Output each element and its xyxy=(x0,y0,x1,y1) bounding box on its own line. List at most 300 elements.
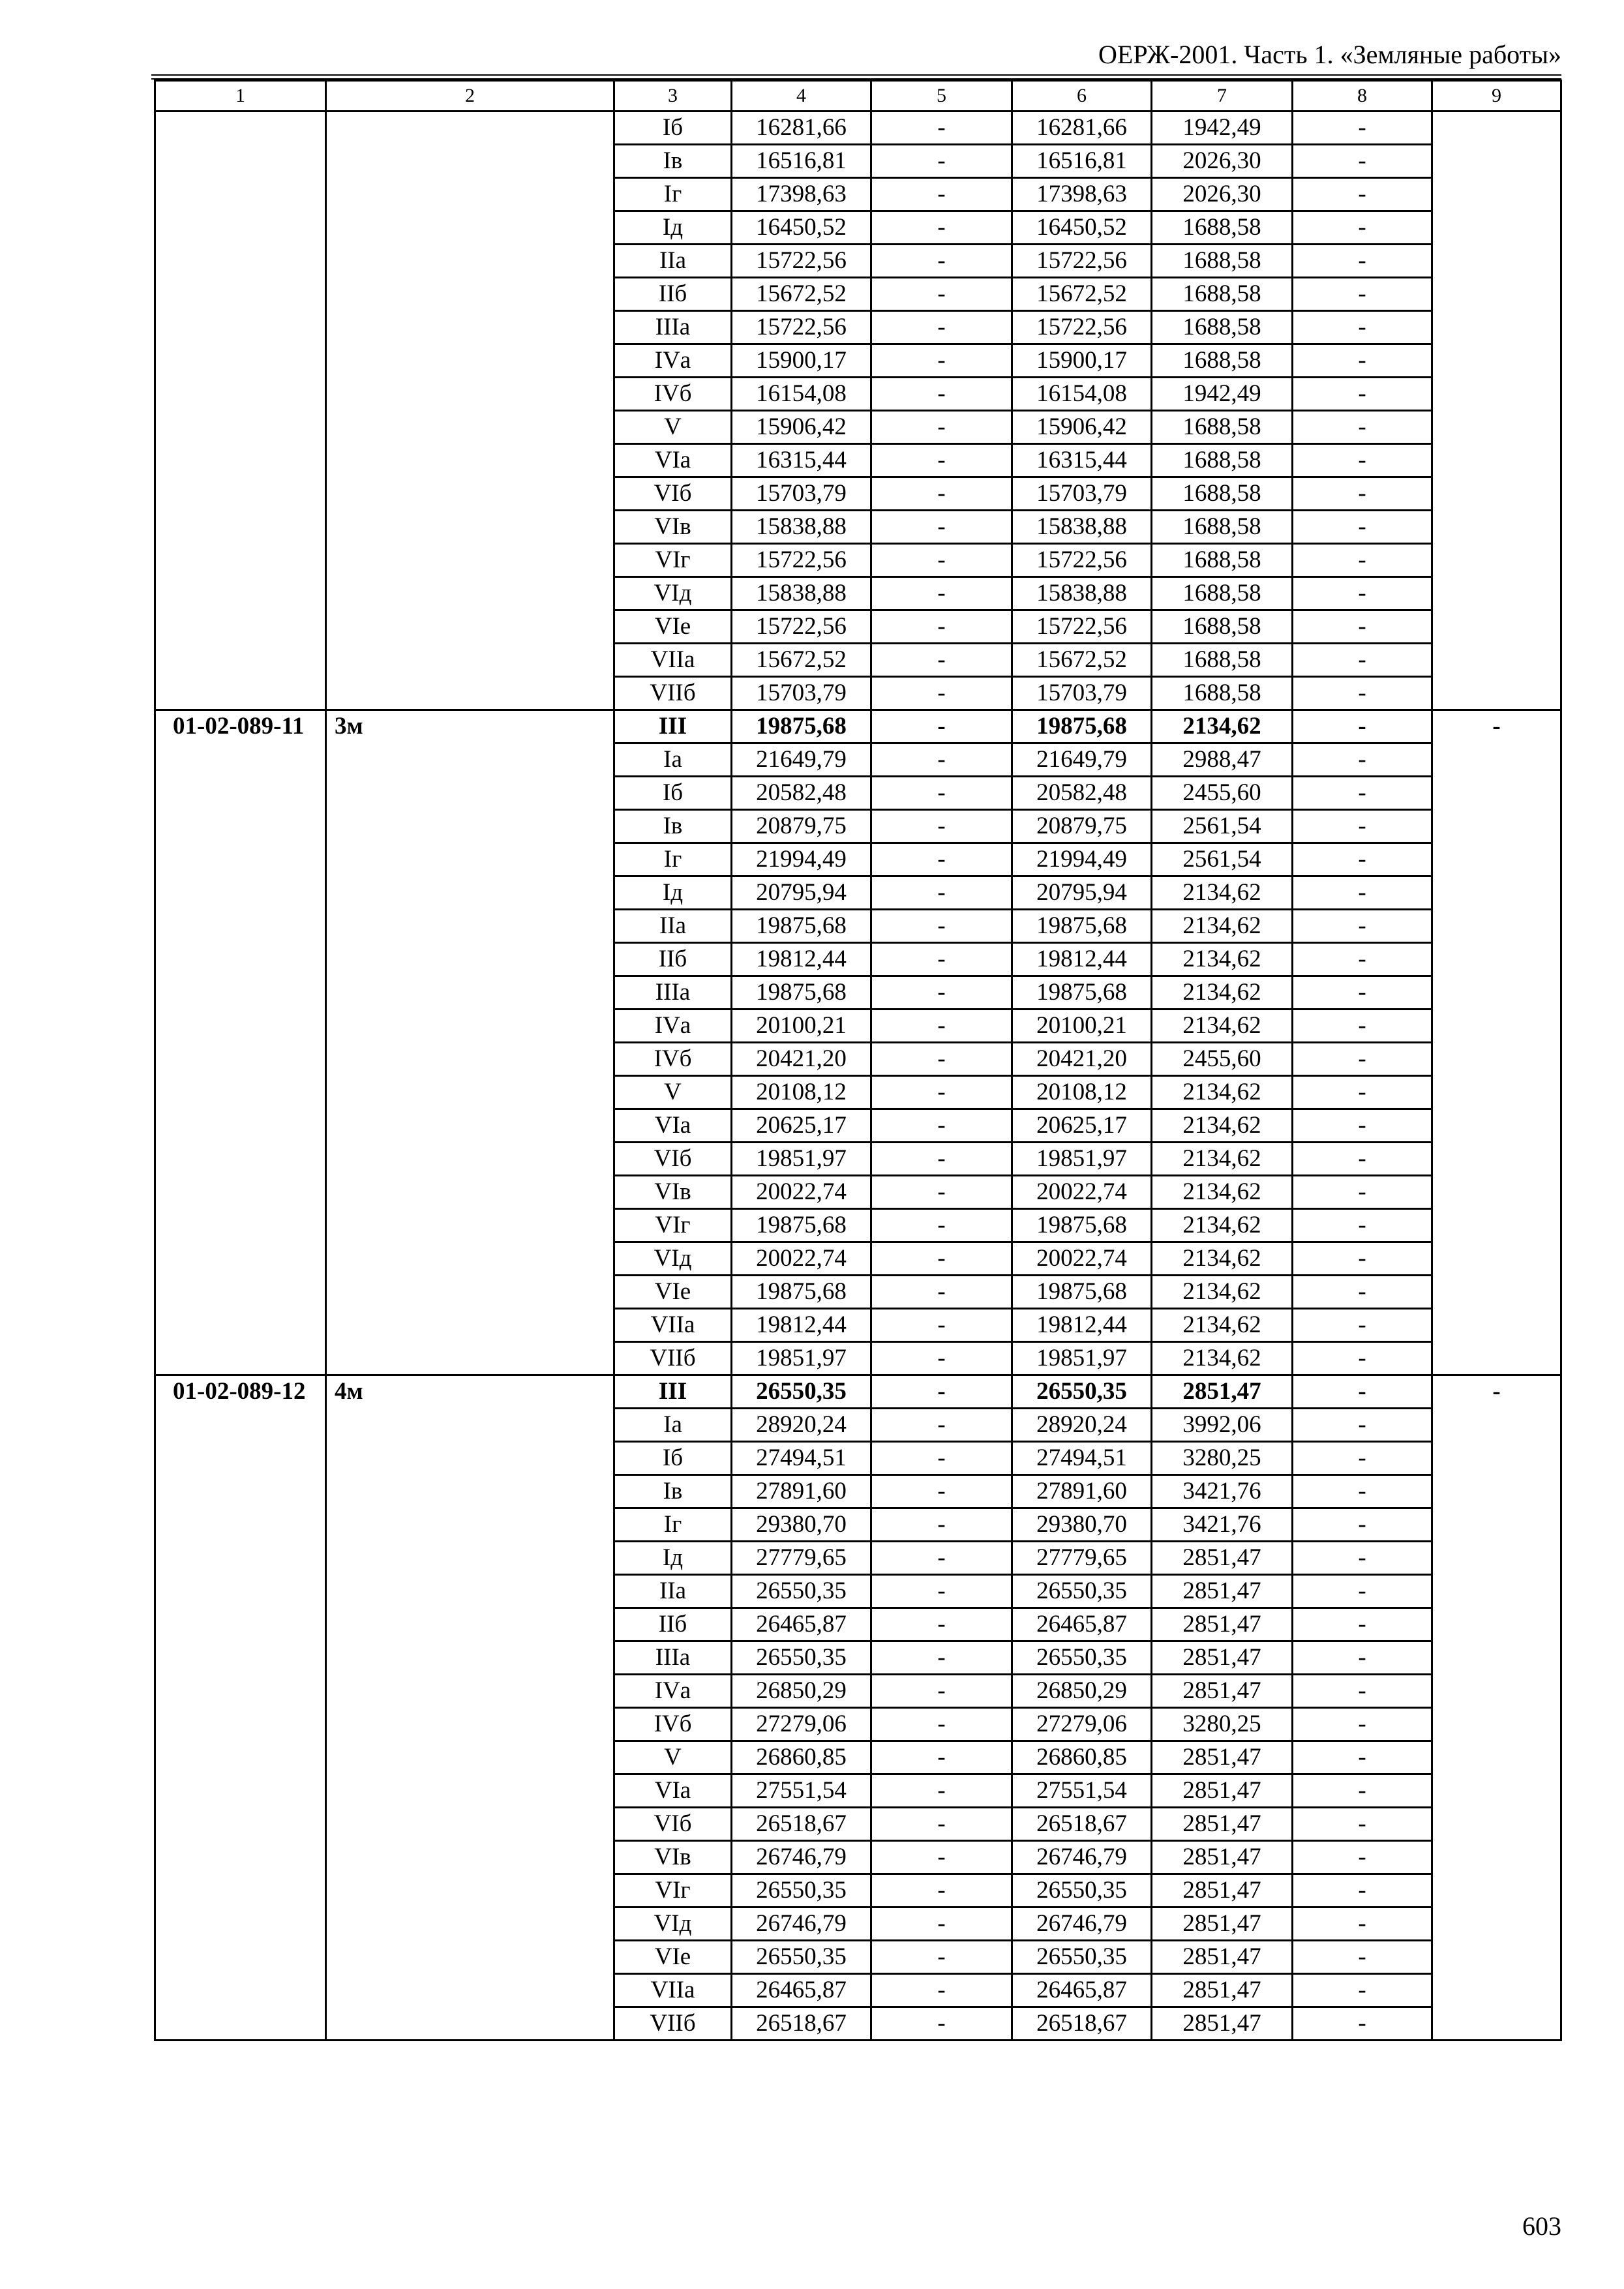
zone-cell: VIа xyxy=(614,444,732,477)
col5-cell: - xyxy=(871,1608,1012,1641)
total-cell: 26518,67 xyxy=(1012,2007,1152,2041)
col5-cell: - xyxy=(871,943,1012,976)
col5-cell: - xyxy=(871,1575,1012,1608)
base-price-cell: 20625,17 xyxy=(732,1109,871,1143)
page-number: 603 xyxy=(1522,2211,1561,2241)
wage-cell: 1688,58 xyxy=(1152,344,1293,378)
col5-cell: - xyxy=(871,278,1012,311)
unit-cell: 4м xyxy=(326,1375,614,2041)
col5-cell: - xyxy=(871,1276,1012,1309)
zone-cell: VIIа xyxy=(614,644,732,677)
zone-cell: VIе xyxy=(614,610,732,644)
col8-cell: - xyxy=(1293,1741,1432,1774)
wage-cell: 3280,25 xyxy=(1152,1708,1293,1741)
zone-cell: IIб xyxy=(614,943,732,976)
col5-cell: - xyxy=(871,1176,1012,1209)
wage-cell: 2134,62 xyxy=(1152,876,1293,910)
wage-cell: 2455,60 xyxy=(1152,777,1293,810)
col5-cell: - xyxy=(871,710,1012,743)
col5-cell: - xyxy=(871,411,1012,444)
wage-cell: 2851,47 xyxy=(1152,1841,1293,1874)
col5-cell: - xyxy=(871,1741,1012,1774)
col8-cell: - xyxy=(1293,910,1432,943)
zone-cell: VIд xyxy=(614,577,732,610)
total-cell: 26550,35 xyxy=(1012,1575,1152,1608)
col8-cell: - xyxy=(1293,710,1432,743)
zone-cell: VIг xyxy=(614,1874,732,1908)
total-cell: 20022,74 xyxy=(1012,1242,1152,1276)
col5-cell: - xyxy=(871,1874,1012,1908)
base-price-cell: 16154,08 xyxy=(732,378,871,411)
zone-cell: IVа xyxy=(614,1675,732,1708)
zone-cell: IIа xyxy=(614,245,732,278)
col8-cell: - xyxy=(1293,677,1432,710)
total-cell: 26550,35 xyxy=(1012,1641,1152,1675)
wage-cell: 1688,58 xyxy=(1152,311,1293,344)
base-price-cell: 19851,97 xyxy=(732,1143,871,1176)
col8-cell: - xyxy=(1293,511,1432,544)
total-cell: 15703,79 xyxy=(1012,677,1152,710)
col5-cell: - xyxy=(871,178,1012,211)
col8-cell: - xyxy=(1293,1774,1432,1808)
col5-cell: - xyxy=(871,1143,1012,1176)
col5-cell: - xyxy=(871,245,1012,278)
col8-cell: - xyxy=(1293,1941,1432,1974)
base-price-cell: 26550,35 xyxy=(732,1575,871,1608)
col8-cell: - xyxy=(1293,1309,1432,1342)
total-cell: 26465,87 xyxy=(1012,1974,1152,2007)
total-cell: 19875,68 xyxy=(1012,1276,1152,1309)
wage-cell: 2026,30 xyxy=(1152,178,1293,211)
base-price-cell: 26518,67 xyxy=(732,1808,871,1841)
col5-cell: - xyxy=(871,1675,1012,1708)
col5-cell: - xyxy=(871,1209,1012,1242)
total-cell: 20022,74 xyxy=(1012,1176,1152,1209)
total-cell: 19875,68 xyxy=(1012,1209,1152,1242)
col8-cell: - xyxy=(1293,1841,1432,1874)
wage-cell: 2851,47 xyxy=(1152,1741,1293,1774)
base-price-cell: 15703,79 xyxy=(732,477,871,511)
wage-cell: 2851,47 xyxy=(1152,1542,1293,1575)
base-price-cell: 19812,44 xyxy=(732,943,871,976)
base-price-cell: 15672,52 xyxy=(732,644,871,677)
col5-cell: - xyxy=(871,211,1012,245)
base-price-cell: 15838,88 xyxy=(732,511,871,544)
base-price-cell: 29380,70 xyxy=(732,1508,871,1542)
zone-cell: VIб xyxy=(614,1808,732,1841)
col8-cell: - xyxy=(1293,145,1432,178)
col5-cell: - xyxy=(871,1109,1012,1143)
zone-cell: VIв xyxy=(614,1841,732,1874)
zone-cell: Iв xyxy=(614,1475,732,1508)
col8-cell: - xyxy=(1293,311,1432,344)
base-price-cell: 26465,87 xyxy=(732,1974,871,2007)
base-price-cell: 20879,75 xyxy=(732,810,871,843)
zone-cell: Iг xyxy=(614,843,732,876)
col5-cell: - xyxy=(871,1409,1012,1442)
total-cell: 26550,35 xyxy=(1012,1874,1152,1908)
col8-cell: - xyxy=(1293,1010,1432,1043)
zone-cell: Iд xyxy=(614,211,732,245)
base-price-cell: 16516,81 xyxy=(732,145,871,178)
zone-cell: VIIб xyxy=(614,677,732,710)
table-row xyxy=(155,112,1561,145)
total-cell: 15722,56 xyxy=(1012,245,1152,278)
total-cell: 27891,60 xyxy=(1012,1475,1152,1508)
total-cell: 19851,97 xyxy=(1012,1342,1152,1375)
zone-cell: VIб xyxy=(614,1143,732,1176)
base-price-cell: 28920,24 xyxy=(732,1409,871,1442)
wage-cell: 2134,62 xyxy=(1152,1209,1293,1242)
total-cell: 15672,52 xyxy=(1012,644,1152,677)
base-price-cell: 26550,35 xyxy=(732,1941,871,1974)
col8-cell: - xyxy=(1293,1143,1432,1176)
total-cell: 28920,24 xyxy=(1012,1409,1152,1442)
wage-cell: 2134,62 xyxy=(1152,1010,1293,1043)
zone-cell: V xyxy=(614,1741,732,1774)
price-table xyxy=(154,80,1562,2041)
col8-cell: - xyxy=(1293,1508,1432,1542)
col8-cell: - xyxy=(1293,1542,1432,1575)
total-cell: 26746,79 xyxy=(1012,1841,1152,1874)
col5-cell: - xyxy=(871,511,1012,544)
col5-cell: - xyxy=(871,544,1012,577)
col8-cell: - xyxy=(1293,1209,1432,1242)
wage-cell: 1688,58 xyxy=(1152,511,1293,544)
col5-cell: - xyxy=(871,1542,1012,1575)
wage-cell: 1688,58 xyxy=(1152,411,1293,444)
col8-cell: - xyxy=(1293,477,1432,511)
col5-cell: - xyxy=(871,311,1012,344)
col5-cell: - xyxy=(871,577,1012,610)
zone-cell: Iд xyxy=(614,1542,732,1575)
col8-cell: - xyxy=(1293,1641,1432,1675)
wage-cell: 2851,47 xyxy=(1152,1974,1293,2007)
total-cell: 19875,68 xyxy=(1012,710,1152,743)
zone-cell: VIIа xyxy=(614,1309,732,1342)
zone-cell: VIе xyxy=(614,1276,732,1309)
base-price-cell: 15900,17 xyxy=(732,344,871,378)
wage-cell: 2134,62 xyxy=(1152,976,1293,1010)
total-cell: 16315,44 xyxy=(1012,444,1152,477)
zone-cell: Iв xyxy=(614,810,732,843)
col5-cell: - xyxy=(871,876,1012,910)
zone-cell: IVб xyxy=(614,1708,732,1741)
base-price-cell: 19875,68 xyxy=(732,910,871,943)
wage-cell: 2134,62 xyxy=(1152,1242,1293,1276)
col8-cell: - xyxy=(1293,1708,1432,1741)
zone-cell: Iв xyxy=(614,145,732,178)
wage-cell: 1688,58 xyxy=(1152,644,1293,677)
column-number: 8 xyxy=(1293,81,1432,112)
wage-cell: 2134,62 xyxy=(1152,1176,1293,1209)
col8-cell: - xyxy=(1293,943,1432,976)
total-cell: 26465,87 xyxy=(1012,1608,1152,1641)
column-number: 9 xyxy=(1432,81,1561,112)
wage-cell: 2851,47 xyxy=(1152,1641,1293,1675)
total-cell: 16154,08 xyxy=(1012,378,1152,411)
col5-cell: - xyxy=(871,1841,1012,1874)
col8-cell: - xyxy=(1293,211,1432,245)
wage-cell: 2134,62 xyxy=(1152,1309,1293,1342)
col5-cell: - xyxy=(871,1808,1012,1841)
total-cell: 19851,97 xyxy=(1012,1143,1152,1176)
zone-cell: VIг xyxy=(614,1209,732,1242)
wage-cell: 3280,25 xyxy=(1152,1442,1293,1475)
base-price-cell: 27891,60 xyxy=(732,1475,871,1508)
col5-cell: - xyxy=(871,1442,1012,1475)
col8-cell: - xyxy=(1293,777,1432,810)
total-cell: 15672,52 xyxy=(1012,278,1152,311)
col8-cell: - xyxy=(1293,444,1432,477)
col8-cell: - xyxy=(1293,1109,1432,1143)
col5-cell: - xyxy=(871,843,1012,876)
column-number: 2 xyxy=(326,81,614,112)
wage-cell: 1688,58 xyxy=(1152,477,1293,511)
wage-cell: 2988,47 xyxy=(1152,743,1293,777)
base-price-cell: 15722,56 xyxy=(732,544,871,577)
base-price-cell: 20022,74 xyxy=(732,1242,871,1276)
col8-cell: - xyxy=(1293,610,1432,644)
base-price-cell: 27279,06 xyxy=(732,1708,871,1741)
wage-cell: 1688,58 xyxy=(1152,610,1293,644)
col5-cell: - xyxy=(871,1475,1012,1508)
col8-cell: - xyxy=(1293,2007,1432,2041)
wage-cell: 3421,76 xyxy=(1152,1508,1293,1542)
total-cell: 26860,85 xyxy=(1012,1741,1152,1774)
zone-cell: IIб xyxy=(614,1608,732,1641)
wage-cell: 2134,62 xyxy=(1152,710,1293,743)
base-price-cell: 19875,68 xyxy=(732,710,871,743)
base-price-cell: 26746,79 xyxy=(732,1908,871,1941)
wage-cell: 2851,47 xyxy=(1152,1375,1293,1409)
base-price-cell: 26518,67 xyxy=(732,2007,871,2041)
rate-code-cell: 01-02-089-11 xyxy=(155,710,326,1375)
col5-cell: - xyxy=(871,1908,1012,1941)
wage-cell: 1942,49 xyxy=(1152,112,1293,145)
zone-cell: VIIб xyxy=(614,2007,732,2041)
wage-cell: 2134,62 xyxy=(1152,1342,1293,1375)
zone-cell: V xyxy=(614,1076,732,1109)
col5-cell: - xyxy=(871,1974,1012,2007)
zone-cell: VIе xyxy=(614,1941,732,1974)
zone-cell: VIд xyxy=(614,1242,732,1276)
total-cell: 26550,35 xyxy=(1012,1375,1152,1409)
col8-cell: - xyxy=(1293,577,1432,610)
col5-cell: - xyxy=(871,1242,1012,1276)
column-number: 4 xyxy=(732,81,871,112)
zone-cell: VIIа xyxy=(614,1974,732,2007)
col8-cell: - xyxy=(1293,1874,1432,1908)
zone-cell: IIа xyxy=(614,910,732,943)
base-price-cell: 15722,56 xyxy=(732,610,871,644)
col5-cell: - xyxy=(871,777,1012,810)
base-price-cell: 26746,79 xyxy=(732,1841,871,1874)
wage-cell: 2134,62 xyxy=(1152,1076,1293,1109)
base-price-cell: 19851,97 xyxy=(732,1342,871,1375)
wage-cell: 2851,47 xyxy=(1152,1774,1293,1808)
rate-code-cell xyxy=(155,112,326,710)
total-cell: 19875,68 xyxy=(1012,910,1152,943)
col8-cell: - xyxy=(1293,112,1432,145)
unit-cell: 3м xyxy=(326,710,614,1375)
total-cell: 27494,51 xyxy=(1012,1442,1152,1475)
total-cell: 20625,17 xyxy=(1012,1109,1152,1143)
base-price-cell: 20795,94 xyxy=(732,876,871,910)
rate-code-cell: 01-02-089-12 xyxy=(155,1375,326,2041)
total-cell: 20100,21 xyxy=(1012,1010,1152,1043)
zone-cell: IIIа xyxy=(614,1641,732,1675)
col5-cell: - xyxy=(871,810,1012,843)
total-cell: 27279,06 xyxy=(1012,1708,1152,1741)
col8-cell: - xyxy=(1293,743,1432,777)
col5-cell: - xyxy=(871,610,1012,644)
total-cell: 29380,70 xyxy=(1012,1508,1152,1542)
base-price-cell: 26550,35 xyxy=(732,1641,871,1675)
col5-cell: - xyxy=(871,644,1012,677)
base-price-cell: 15838,88 xyxy=(732,577,871,610)
base-price-cell: 19812,44 xyxy=(732,1309,871,1342)
col9-cell: - xyxy=(1432,1375,1561,2041)
base-price-cell: 15703,79 xyxy=(732,677,871,710)
base-price-cell: 21649,79 xyxy=(732,743,871,777)
col5-cell: - xyxy=(871,1010,1012,1043)
col8-cell: - xyxy=(1293,1675,1432,1708)
col5-cell: - xyxy=(871,378,1012,411)
col5-cell: - xyxy=(871,1076,1012,1109)
total-cell: 15722,56 xyxy=(1012,610,1152,644)
wage-cell: 2455,60 xyxy=(1152,1043,1293,1076)
base-price-cell: 19875,68 xyxy=(732,1209,871,1242)
wage-cell: 3421,76 xyxy=(1152,1475,1293,1508)
total-cell: 27551,54 xyxy=(1012,1774,1152,1808)
zone-cell: III xyxy=(614,1375,732,1409)
column-number: 5 xyxy=(871,81,1012,112)
zone-cell: Iа xyxy=(614,743,732,777)
col5-cell: - xyxy=(871,743,1012,777)
col5-cell: - xyxy=(871,677,1012,710)
base-price-cell: 27551,54 xyxy=(732,1774,871,1808)
wage-cell: 2851,47 xyxy=(1152,1874,1293,1908)
wage-cell: 2561,54 xyxy=(1152,810,1293,843)
col5-cell: - xyxy=(871,1774,1012,1808)
total-cell: 21994,49 xyxy=(1012,843,1152,876)
wage-cell: 1688,58 xyxy=(1152,577,1293,610)
zone-cell: IVа xyxy=(614,1010,732,1043)
col5-cell: - xyxy=(871,2007,1012,2041)
wage-cell: 1688,58 xyxy=(1152,677,1293,710)
col5-cell: - xyxy=(871,976,1012,1010)
wage-cell: 2851,47 xyxy=(1152,2007,1293,2041)
wage-cell: 2851,47 xyxy=(1152,1908,1293,1941)
total-cell: 15703,79 xyxy=(1012,477,1152,511)
total-cell: 26518,67 xyxy=(1012,1808,1152,1841)
col8-cell: - xyxy=(1293,178,1432,211)
total-cell: 16450,52 xyxy=(1012,211,1152,245)
col8-cell: - xyxy=(1293,1176,1432,1209)
wage-cell: 2851,47 xyxy=(1152,1675,1293,1708)
wage-cell: 2851,47 xyxy=(1152,1608,1293,1641)
col8-cell: - xyxy=(1293,1608,1432,1641)
column-number: 1 xyxy=(155,81,326,112)
col5-cell: - xyxy=(871,1309,1012,1342)
column-number-row xyxy=(155,81,1561,112)
col8-cell: - xyxy=(1293,1375,1432,1409)
zone-cell: IIа xyxy=(614,1575,732,1608)
total-cell: 20421,20 xyxy=(1012,1043,1152,1076)
total-cell: 20795,94 xyxy=(1012,876,1152,910)
zone-cell: VIб xyxy=(614,477,732,511)
zone-cell: VIIб xyxy=(614,1342,732,1375)
wage-cell: 1688,58 xyxy=(1152,278,1293,311)
col5-cell: - xyxy=(871,1043,1012,1076)
zone-cell: Iб xyxy=(614,1442,732,1475)
wage-cell: 2851,47 xyxy=(1152,1941,1293,1974)
col5-cell: - xyxy=(871,1641,1012,1675)
col9-cell xyxy=(1432,112,1561,710)
wage-cell: 2134,62 xyxy=(1152,910,1293,943)
base-price-cell: 20022,74 xyxy=(732,1176,871,1209)
total-cell: 17398,63 xyxy=(1012,178,1152,211)
wage-cell: 2026,30 xyxy=(1152,145,1293,178)
total-cell: 15838,88 xyxy=(1012,511,1152,544)
col5-cell: - xyxy=(871,1708,1012,1741)
wage-cell: 2851,47 xyxy=(1152,1808,1293,1841)
base-price-cell: 20100,21 xyxy=(732,1010,871,1043)
base-price-cell: 20421,20 xyxy=(732,1043,871,1076)
unit-cell xyxy=(326,112,614,710)
zone-cell: Iд xyxy=(614,876,732,910)
zone-cell: Iб xyxy=(614,112,732,145)
table-row xyxy=(155,1375,1561,1409)
base-price-cell: 17398,63 xyxy=(732,178,871,211)
total-cell: 26746,79 xyxy=(1012,1908,1152,1941)
column-number: 7 xyxy=(1152,81,1293,112)
col8-cell: - xyxy=(1293,976,1432,1010)
base-price-cell: 15672,52 xyxy=(732,278,871,311)
col8-cell: - xyxy=(1293,278,1432,311)
col8-cell: - xyxy=(1293,344,1432,378)
zone-cell: IIб xyxy=(614,278,732,311)
base-price-cell: 27494,51 xyxy=(732,1442,871,1475)
total-cell: 15838,88 xyxy=(1012,577,1152,610)
base-price-cell: 26550,35 xyxy=(732,1375,871,1409)
total-cell: 20108,12 xyxy=(1012,1076,1152,1109)
total-cell: 26850,29 xyxy=(1012,1675,1152,1708)
table-row xyxy=(155,710,1561,743)
total-cell: 19812,44 xyxy=(1012,1309,1152,1342)
col5-cell: - xyxy=(871,145,1012,178)
col8-cell: - xyxy=(1293,1442,1432,1475)
base-price-cell: 16315,44 xyxy=(732,444,871,477)
base-price-cell: 26465,87 xyxy=(732,1608,871,1641)
wage-cell: 1942,49 xyxy=(1152,378,1293,411)
base-price-cell: 26550,35 xyxy=(732,1874,871,1908)
base-price-cell: 15722,56 xyxy=(732,311,871,344)
base-price-cell: 15722,56 xyxy=(732,245,871,278)
col8-cell: - xyxy=(1293,810,1432,843)
column-number: 3 xyxy=(614,81,732,112)
col8-cell: - xyxy=(1293,644,1432,677)
zone-cell: Iг xyxy=(614,1508,732,1542)
total-cell: 15900,17 xyxy=(1012,344,1152,378)
total-cell: 26550,35 xyxy=(1012,1941,1152,1974)
total-cell: 15722,56 xyxy=(1012,544,1152,577)
col8-cell: - xyxy=(1293,411,1432,444)
base-price-cell: 21994,49 xyxy=(732,843,871,876)
total-cell: 27779,65 xyxy=(1012,1542,1152,1575)
wage-cell: 1688,58 xyxy=(1152,211,1293,245)
